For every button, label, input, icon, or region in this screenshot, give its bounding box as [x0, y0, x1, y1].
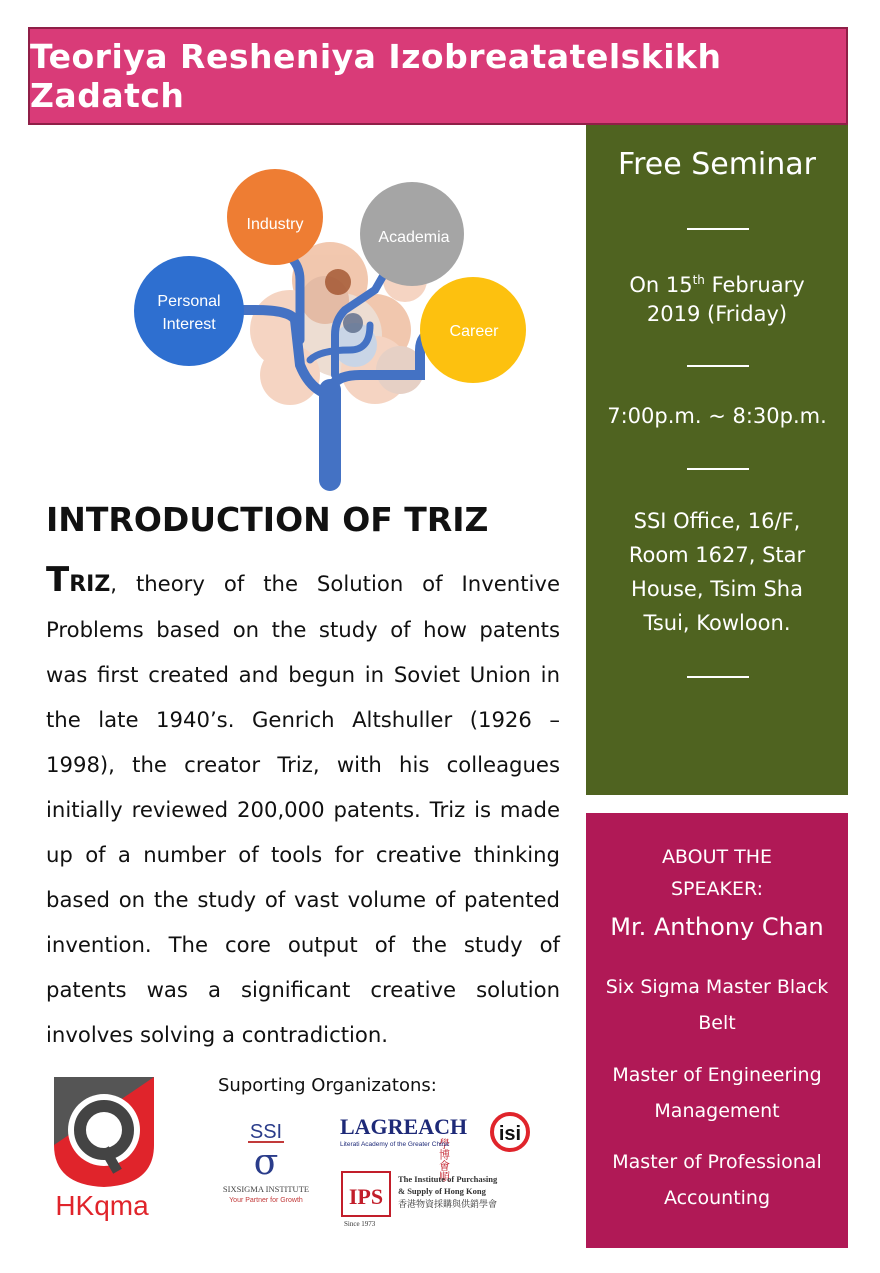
speaker-heading-line1: ABOUT THE — [661, 846, 773, 868]
ips-letters: IPS — [348, 1184, 384, 1209]
intro-body-text: , theory of the Solution of Inventive Problems based on the study of how patents was first created and begun in Soviet Union in the late 1940’s. Genrich Altshuller (1926 – 1998), the creator Triz, with his colleagues initially reviewed 200,000 patents. Triz is made up of a number of tools for creative thinking based on the study of vast volume of patented invention. The core output of the study of patents was a significant creative solution involves solving a contradiction. — [46, 571, 560, 1047]
page-title: Teoriya Resheniya Izobreatatelskikh Zadatch — [30, 37, 722, 115]
divider — [687, 228, 749, 230]
isi-text: isi — [498, 1123, 522, 1145]
credential-2-line1: Master of Engineering — [612, 1064, 822, 1086]
isi-logo — [490, 1110, 540, 1154]
date-suffix: February — [704, 273, 805, 297]
intro-heading: INTRODUCTION OF TRIZ — [46, 500, 489, 539]
bubble-label-personal-interest-line1: Personal — [157, 293, 221, 310]
ips-cn: 香港物資採購與供銷學會 — [398, 1200, 498, 1210]
ssi-name: SIXSIGMA INSTITUTE — [222, 1184, 310, 1194]
seminar-panel — [586, 125, 848, 795]
ssi-logo — [216, 1118, 316, 1208]
hkqma-logo — [46, 1075, 166, 1225]
speaker-name: Mr. Anthony Chan — [610, 913, 824, 941]
divider — [687, 468, 749, 470]
triz-tree-illustration — [120, 160, 540, 480]
bubble-label-industry: Industry — [246, 216, 304, 233]
drop-rest: RIZ — [69, 572, 111, 597]
lagreach-sub: Literati Academy of the Greater China — [340, 1141, 449, 1148]
personal-interest-bubble — [134, 256, 244, 366]
seminar-date-line2: 2019 (Friday) — [646, 302, 788, 326]
bubble-label-career: Career — [449, 323, 499, 340]
seminar-venue-line1: SSI Office, 16/F, — [633, 509, 801, 533]
bubble-label-personal-interest-line2: Interest — [162, 316, 216, 333]
hkqma-text: HKqma — [55, 1190, 149, 1221]
lagreach-cn: 學博會順 — [437, 1138, 451, 1182]
bubble-label-academia: Academia — [378, 229, 450, 246]
lagreach-name: LAGREACH — [340, 1114, 468, 1139]
supporting-orgs-label: Suporting Organizatons: — [218, 1075, 437, 1096]
credential-2-line2: Management — [654, 1100, 780, 1122]
ips-line2: & Supply of Hong Kong — [398, 1186, 486, 1196]
credential-3-line1: Master of Professional — [612, 1151, 822, 1173]
title-banner — [28, 27, 848, 125]
credential-1-line1: Six Sigma Master Black — [605, 976, 829, 998]
ssi-tagline: Your Partner for Growth — [229, 1197, 303, 1204]
ips-since: Since 1973 — [344, 1220, 376, 1228]
seminar-time: 7:00p.m. ~ 8:30p.m. — [607, 404, 827, 428]
drop-letter: T — [46, 560, 70, 600]
credential-1-line2: Belt — [698, 1012, 736, 1034]
seminar-venue-line4: Tsui, Kowloon. — [643, 611, 791, 635]
divider — [687, 365, 749, 367]
ssi-abbr: SSI — [249, 1121, 283, 1143]
seminar-venue-line2: Room 1627, Star — [628, 543, 806, 567]
intro-paragraph — [46, 558, 560, 1057]
credential-3-line2: Accounting — [663, 1187, 771, 1209]
ips-line1: The Institute of Purchasing — [398, 1174, 498, 1184]
seminar-title: Free Seminar — [618, 147, 816, 182]
divider — [687, 676, 749, 678]
ips-logo — [340, 1170, 530, 1228]
date-sup: th — [692, 273, 705, 287]
speaker-panel — [586, 813, 848, 1248]
date-prefix: On 15 — [629, 273, 693, 297]
speaker-heading-line2: SPEAKER: — [670, 878, 763, 900]
seminar-venue-line3: House, Tsim Sha — [631, 577, 803, 601]
ssi-sigma: σ — [253, 1142, 279, 1183]
